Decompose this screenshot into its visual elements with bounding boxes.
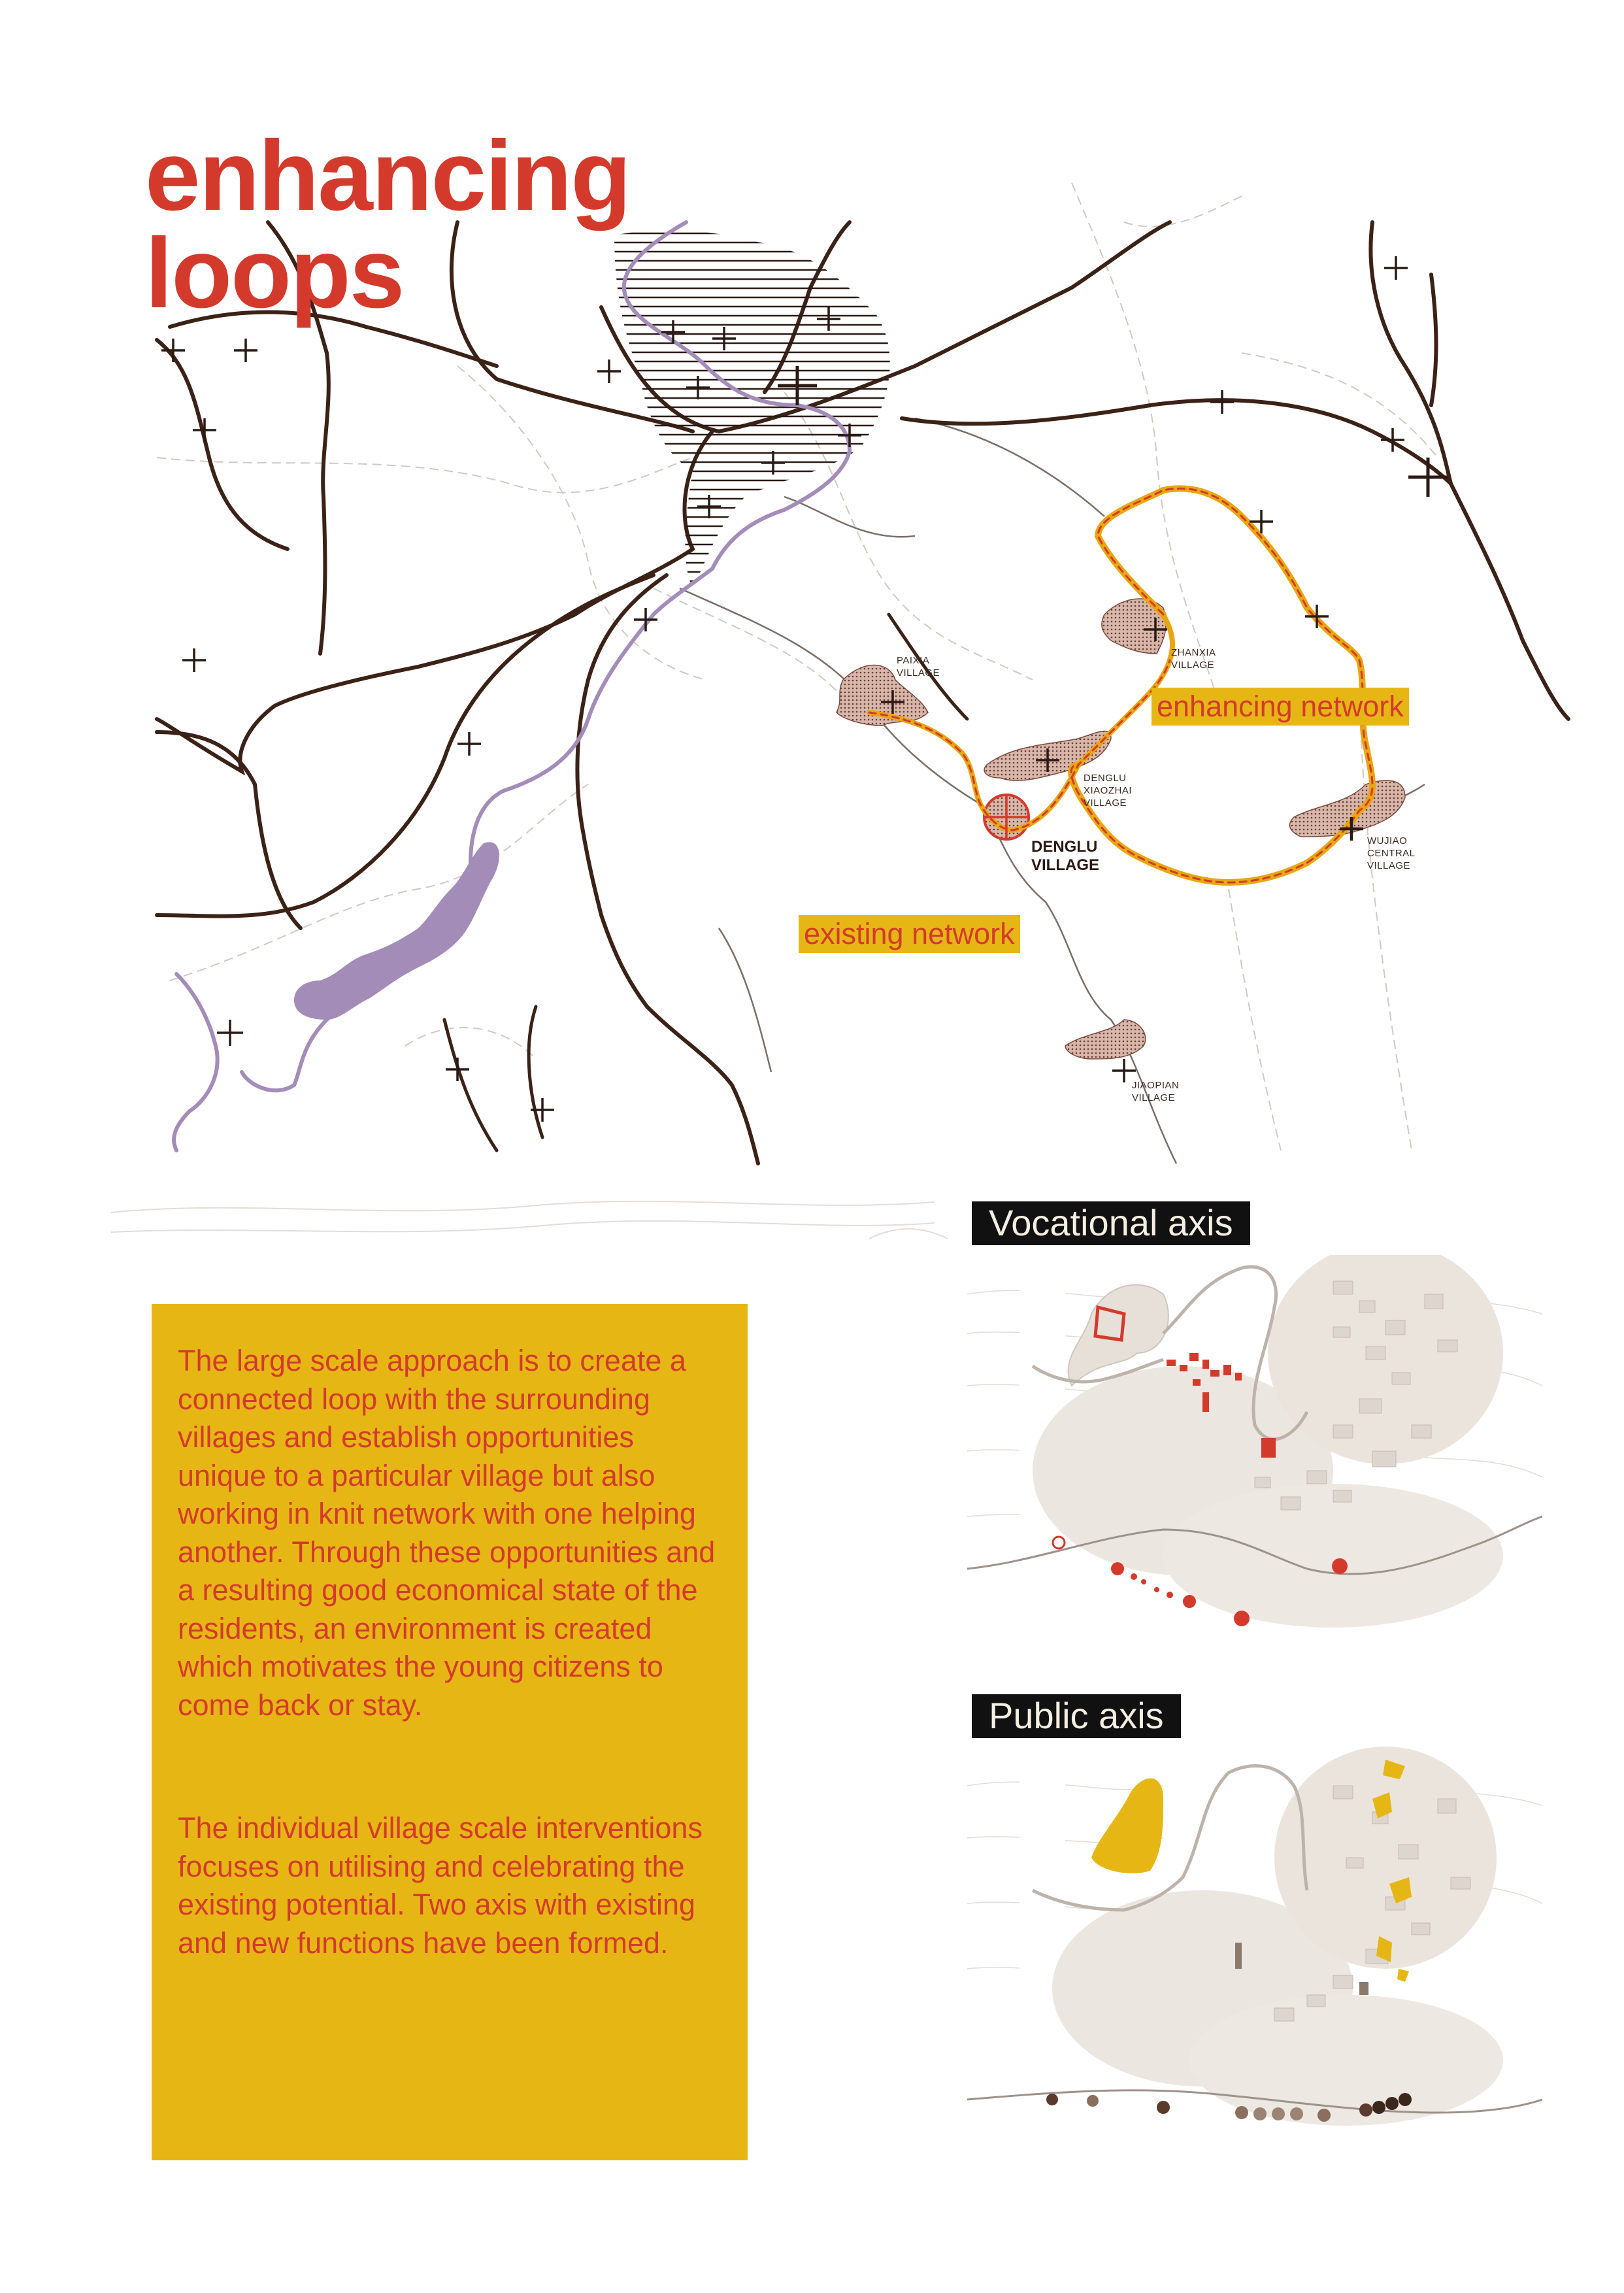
village-label-denglu	[1031, 838, 1099, 874]
village-label-wujiao	[1367, 835, 1416, 872]
description-paragraph-1: The large scale approach is to create a connected loop with the surrounding villages and establish opportunities unique to a particular village but also working in knit network with one helping another. Through these opportunities and a resulting good economical state of the residents, an environment is created which motivates the young citizens to come back or stay.	[178, 1344, 716, 1722]
village-label-zhanxia	[1171, 647, 1216, 672]
village-name: DENGLU	[1084, 773, 1127, 784]
local-roads	[680, 418, 1425, 1163]
village-suffix: VILLAGE	[1031, 856, 1100, 874]
village-suffix: VILLAGE	[1132, 1092, 1176, 1103]
village-suffix: VILLAGE	[1367, 860, 1411, 871]
page-title	[145, 120, 631, 329]
village-name-2: CENTRAL	[1367, 847, 1416, 859]
village-label-paixia	[897, 655, 940, 680]
settlement-jiaopian	[1065, 1020, 1146, 1059]
village-name: PAIXIA	[897, 655, 930, 666]
faint-contour-band	[111, 1186, 1483, 1258]
title-line-1: enhancing	[145, 120, 631, 231]
enhancing-network-label: enhancing network	[1152, 688, 1409, 726]
village-name-2: XIAOZHAI	[1084, 784, 1133, 796]
vocational-axis-label: Vocational axis	[972, 1201, 1250, 1245]
village-suffix: VILLAGE	[1171, 659, 1215, 671]
existing-network-label: existing network	[799, 915, 1020, 953]
village-name: DENGLU	[1031, 838, 1098, 856]
village-name: JIAOPIAN	[1132, 1080, 1180, 1091]
public-axis-plan	[967, 1747, 1542, 2152]
village-name: WUJIAO	[1367, 835, 1408, 846]
title-line-2: loops	[145, 217, 404, 329]
lake	[294, 842, 499, 1020]
description-panel	[152, 1304, 748, 2160]
village-suffix: VILLAGE	[897, 667, 940, 678]
description-paragraph-2: The individual village scale interventions focuses on utilising and celebrating the existing potential. Two axis with existing and new functions have been formed.	[178, 1811, 703, 1960]
village-name: ZHANXIA	[1171, 647, 1216, 658]
village-label-jiaopian	[1132, 1080, 1179, 1105]
village-label-denglu-xiaozhai	[1084, 773, 1132, 809]
hatched-settlement	[614, 230, 890, 588]
vocational-axis-plan	[967, 1255, 1542, 1660]
public-axis-label: Public axis	[972, 1694, 1181, 1738]
village-suffix: VILLAGE	[1084, 797, 1127, 809]
